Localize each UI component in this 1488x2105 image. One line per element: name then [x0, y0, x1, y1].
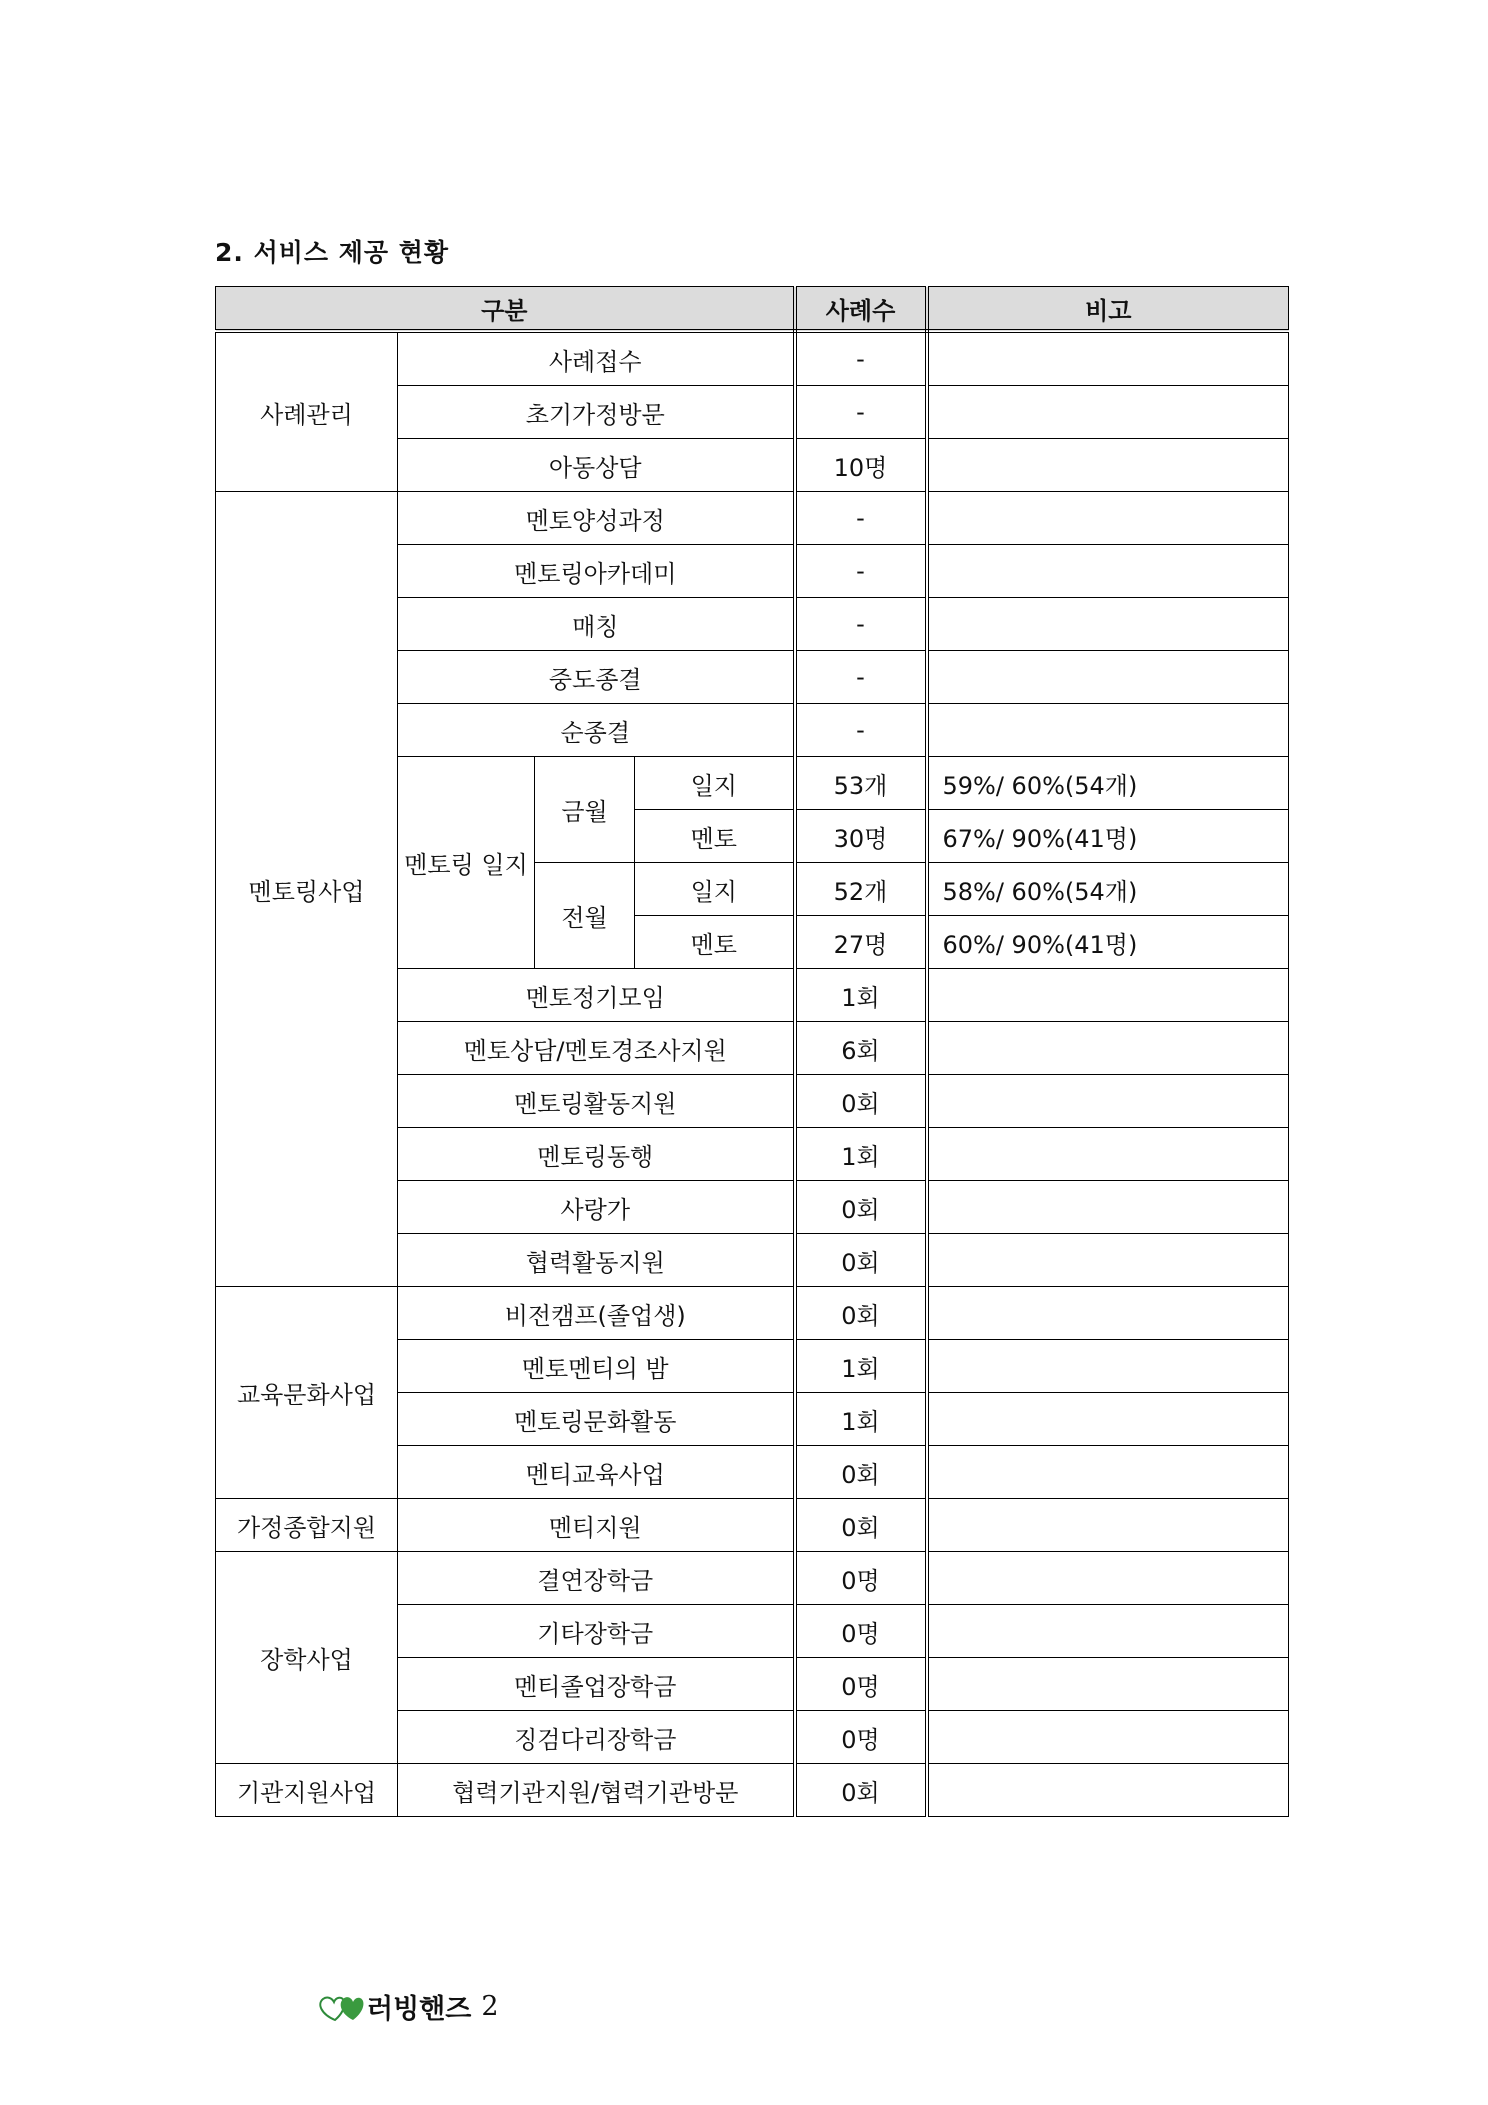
loving-hands-logo-icon — [315, 1990, 367, 2024]
count-cell: 0회 — [795, 1499, 927, 1552]
service-status-table — [215, 286, 1289, 1817]
table-row — [216, 1764, 1289, 1817]
count-cell: 1회 — [795, 969, 927, 1022]
count-cell: 0명 — [795, 1658, 927, 1711]
item-cell: 초기가정방문 — [398, 386, 795, 439]
count-cell: 1회 — [795, 1128, 927, 1181]
table-header-row — [216, 287, 1289, 332]
note-cell — [927, 492, 1289, 545]
item-cell: 멘토양성과정 — [398, 492, 795, 545]
count-cell: - — [795, 386, 927, 439]
count-cell: 0명 — [795, 1552, 927, 1605]
page-number: 2 — [481, 1991, 499, 2022]
note-cell: 60%/ 90%(41명) — [927, 916, 1289, 969]
item-cell: 비전캠프(졸업생) — [398, 1287, 795, 1340]
sub-item-cell: 일지 — [635, 757, 795, 810]
count-cell: - — [795, 545, 927, 598]
sub-item-cell: 멘토 — [635, 810, 795, 863]
note-cell — [927, 651, 1289, 704]
item-cell: 징검다리장학금 — [398, 1711, 795, 1764]
note-cell — [927, 1128, 1289, 1181]
group-label: 교육문화사업 — [216, 1287, 398, 1499]
note-cell — [927, 1075, 1289, 1128]
item-cell: 멘토상담/멘토경조사지원 — [398, 1022, 795, 1075]
count-cell: 1회 — [795, 1393, 927, 1446]
header-category: 구분 — [216, 287, 795, 332]
note-cell — [927, 1340, 1289, 1393]
count-cell: - — [795, 492, 927, 545]
logo-text: 러빙핸즈 — [367, 1994, 472, 2025]
sub-item-cell: 일지 — [635, 863, 795, 916]
note-cell — [927, 704, 1289, 757]
note-cell — [927, 386, 1289, 439]
count-cell: 52개 — [795, 863, 927, 916]
count-cell: - — [795, 651, 927, 704]
note-cell — [927, 969, 1289, 1022]
count-cell: 0명 — [795, 1605, 927, 1658]
count-cell: 0회 — [795, 1181, 927, 1234]
item-cell: 멘토링아카데미 — [398, 545, 795, 598]
group-label: 장학사업 — [216, 1552, 398, 1764]
item-cell: 멘토멘티의 밤 — [398, 1340, 795, 1393]
note-cell — [927, 1499, 1289, 1552]
count-cell: 27명 — [795, 916, 927, 969]
note-cell — [927, 1234, 1289, 1287]
table-row — [216, 331, 1289, 386]
section-title: 2. 서비스 제공 현황 — [215, 238, 450, 267]
count-cell: - — [795, 598, 927, 651]
note-cell — [927, 1552, 1289, 1605]
count-cell: 53개 — [795, 757, 927, 810]
count-cell: 0명 — [795, 1711, 927, 1764]
note-cell — [927, 1181, 1289, 1234]
table-row — [216, 492, 1289, 545]
item-cell: 멘티교육사업 — [398, 1446, 795, 1499]
table-row — [216, 1287, 1289, 1340]
note-cell: 67%/ 90%(41명) — [927, 810, 1289, 863]
item-cell: 중도종결 — [398, 651, 795, 704]
item-cell: 멘토링활동지원 — [398, 1075, 795, 1128]
note-cell — [927, 1446, 1289, 1499]
month-label: 금월 — [535, 757, 635, 863]
sub-item-cell: 멘토 — [635, 916, 795, 969]
count-cell: 6회 — [795, 1022, 927, 1075]
item-cell: 아동상담 — [398, 439, 795, 492]
note-cell — [927, 545, 1289, 598]
item-cell: 멘토링동행 — [398, 1128, 795, 1181]
note-cell — [927, 1287, 1289, 1340]
item-cell: 기타장학금 — [398, 1605, 795, 1658]
count-cell: - — [795, 704, 927, 757]
page-footer — [315, 1987, 499, 2026]
heart-filled-icon — [341, 1997, 364, 2020]
item-cell: 멘티지원 — [398, 1499, 795, 1552]
item-cell: 매칭 — [398, 598, 795, 651]
note-cell — [927, 1711, 1289, 1764]
note-cell — [927, 331, 1289, 386]
group-label: 기관지원사업 — [216, 1764, 398, 1817]
journal-label: 멘토링 일지 — [398, 757, 535, 969]
header-count: 사례수 — [795, 287, 927, 332]
note-cell: 58%/ 60%(54개) — [927, 863, 1289, 916]
item-cell: 멘토링문화활동 — [398, 1393, 795, 1446]
count-cell: 0회 — [795, 1075, 927, 1128]
count-cell: - — [795, 331, 927, 386]
item-cell: 협력활동지원 — [398, 1234, 795, 1287]
item-cell: 결연장학금 — [398, 1552, 795, 1605]
header-note: 비고 — [927, 287, 1289, 332]
item-cell: 순종결 — [398, 704, 795, 757]
count-cell: 30명 — [795, 810, 927, 863]
group-label: 사례관리 — [216, 331, 398, 492]
count-cell: 10명 — [795, 439, 927, 492]
group-label: 멘토링사업 — [216, 492, 398, 1287]
note-cell — [927, 1764, 1289, 1817]
note-cell — [927, 1022, 1289, 1075]
note-cell — [927, 1605, 1289, 1658]
count-cell: 0회 — [795, 1287, 927, 1340]
count-cell: 1회 — [795, 1340, 927, 1393]
note-cell — [927, 439, 1289, 492]
item-cell: 멘티졸업장학금 — [398, 1658, 795, 1711]
note-cell — [927, 598, 1289, 651]
group-label: 가정종합지원 — [216, 1499, 398, 1552]
note-cell — [927, 1393, 1289, 1446]
count-cell: 0회 — [795, 1234, 927, 1287]
heart-outline-icon — [320, 1997, 344, 2019]
count-cell: 0회 — [795, 1764, 927, 1817]
table-row — [216, 1499, 1289, 1552]
note-cell — [927, 1658, 1289, 1711]
item-cell: 사랑가 — [398, 1181, 795, 1234]
count-cell: 0회 — [795, 1446, 927, 1499]
item-cell: 협력기관지원/협력기관방문 — [398, 1764, 795, 1817]
item-cell: 사례접수 — [398, 331, 795, 386]
month-label: 전월 — [535, 863, 635, 969]
item-cell: 멘토정기모임 — [398, 969, 795, 1022]
note-cell: 59%/ 60%(54개) — [927, 757, 1289, 810]
table-row — [216, 1552, 1289, 1605]
